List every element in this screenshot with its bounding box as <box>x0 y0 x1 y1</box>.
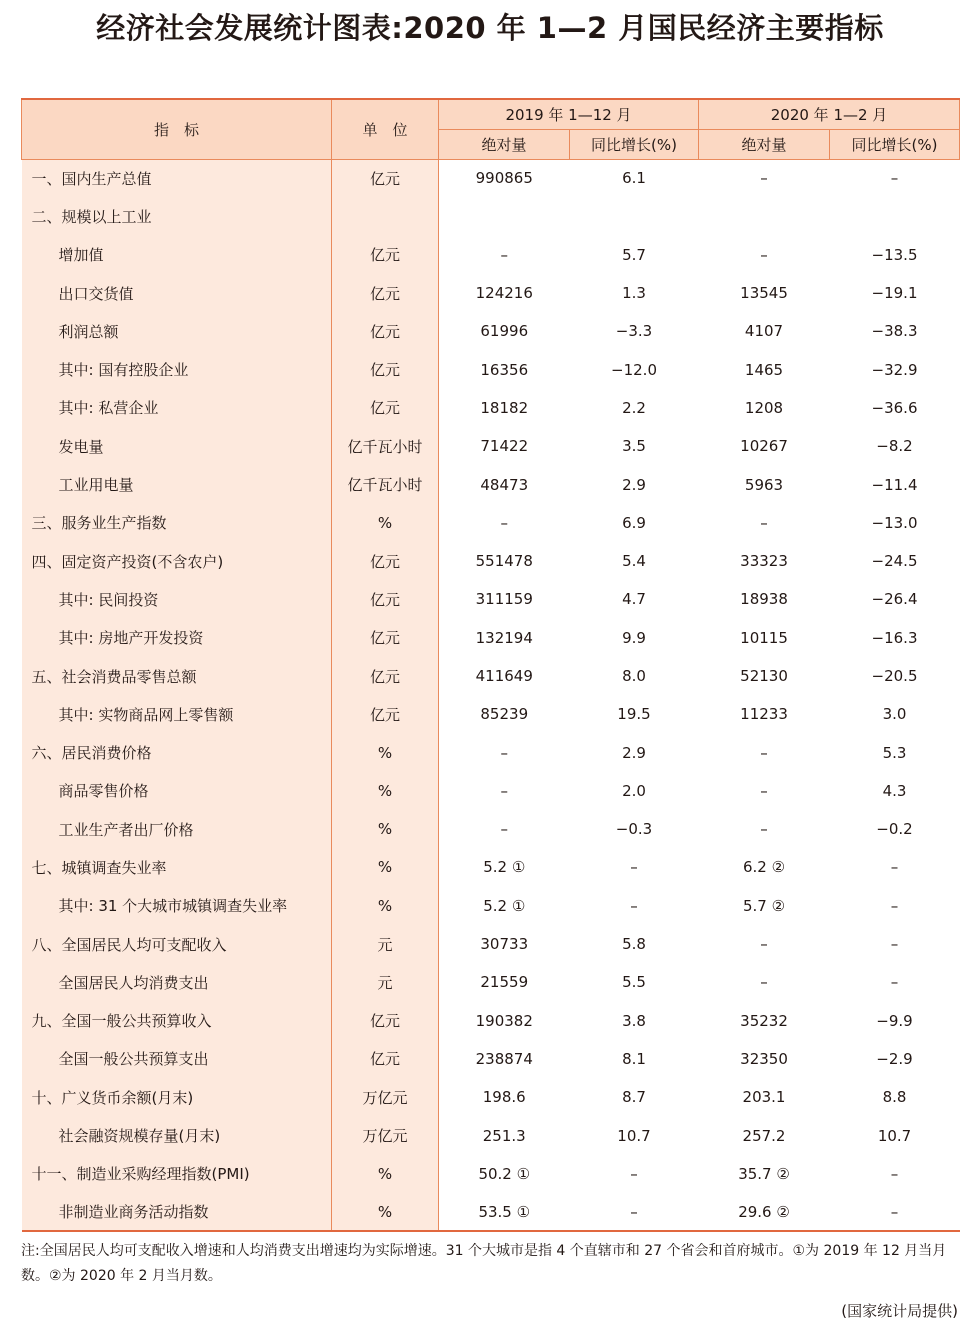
growth-2020-cell: −13.5 <box>871 245 918 264</box>
table-row <box>22 733 960 771</box>
unit-cell <box>332 197 439 235</box>
absolute-header-2019: 绝对量 <box>439 129 570 159</box>
unit-cell: 亿元 <box>332 312 439 350</box>
period-2020-header: 2020 年 1—2 月 <box>699 99 960 129</box>
growth-2020-cell: 10.7 <box>877 1126 912 1145</box>
growth-2020-cell: −9.9 <box>876 1011 913 1030</box>
absolute-2019-cell: 18182 <box>480 398 529 417</box>
absolute-2019-cell: 5.2 ① <box>483 858 526 877</box>
table-row <box>22 772 960 810</box>
absolute-2019-cell: 61996 <box>480 322 529 341</box>
unit-cell: 亿元 <box>332 619 439 657</box>
absolute-2019-cell: 21559 <box>480 973 529 992</box>
absolute-2020-cell: – <box>760 973 768 992</box>
indicator-cell: 十一、制造业采购经理指数(PMI) <box>22 1155 332 1193</box>
growth-2019-cell: – <box>570 1193 699 1231</box>
indicator-cell: 非制造业商务活动指数 <box>22 1193 332 1231</box>
growth-2020-cell: −38.3 <box>871 322 918 341</box>
absolute-2019-cell: – <box>500 743 508 762</box>
unit-cell: % <box>332 1193 439 1231</box>
growth-2019-cell: 3.8 <box>622 1011 646 1030</box>
absolute-2019-cell: 48473 <box>480 475 529 494</box>
absolute-2020-cell: 32350 <box>740 1049 788 1068</box>
absolute-2019-cell: – <box>500 781 508 800</box>
indicator-cell: 社会融资规模存量(月末) <box>22 1116 332 1154</box>
unit-cell: 亿元 <box>332 657 439 695</box>
growth-2019-cell: 5.8 <box>622 935 646 954</box>
indicator-cell: 三、服务业生产指数 <box>22 504 332 542</box>
absolute-2019-cell: – <box>500 513 508 532</box>
absolute-2020-cell: 11233 <box>740 705 788 724</box>
growth-2019-cell: 2.0 <box>622 781 646 800</box>
growth-2019-cell: 5.5 <box>622 973 646 992</box>
growth-2020-cell: – <box>890 973 899 992</box>
indicator-cell: 其中: 私营企业 <box>22 389 332 427</box>
absolute-2020-cell: – <box>760 743 768 762</box>
absolute-2020-cell: 52130 <box>740 667 788 685</box>
indicator-cell: 八、全国居民人均可支配收入 <box>22 925 332 963</box>
table-row <box>22 848 960 886</box>
indicator-cell: 一、国内生产总值 <box>22 159 332 197</box>
absolute-2019-cell: 198.6 <box>482 1088 526 1107</box>
table-row <box>22 236 960 274</box>
table-row <box>22 657 960 695</box>
unit-cell: 亿元 <box>332 389 439 427</box>
unit-cell: 万亿元 <box>332 1116 439 1154</box>
growth-2020-cell: −19.1 <box>871 284 918 303</box>
table-row <box>22 389 960 427</box>
growth-2020-cell: 3.0 <box>882 705 907 724</box>
table-row <box>22 1116 960 1154</box>
growth-2019-cell: −12.0 <box>611 360 657 379</box>
growth-2020-cell: – <box>890 935 899 954</box>
absolute-2020-cell: 257.2 <box>742 1126 786 1145</box>
absolute-2020-cell <box>699 197 830 235</box>
unit-cell: % <box>332 887 439 925</box>
growth-2020-cell: 4.3 <box>882 781 907 800</box>
absolute-2019-cell: 238874 <box>475 1049 533 1068</box>
unit-cell: % <box>332 848 439 886</box>
absolute-header-2020: 绝对量 <box>699 129 830 159</box>
absolute-2019-cell: – <box>500 820 508 839</box>
absolute-2020-cell: 33323 <box>740 552 788 571</box>
table-row <box>22 1040 960 1078</box>
indicator-cell: 六、居民消费价格 <box>22 733 332 771</box>
growth-2019-cell: −0.3 <box>615 820 653 839</box>
growth-2020-cell: 8.8 <box>882 1088 907 1107</box>
growth-2020-cell: 5.3 <box>882 743 907 762</box>
growth-2020-cell <box>830 197 960 235</box>
unit-cell: 亿元 <box>332 695 439 733</box>
table-row <box>22 580 960 618</box>
absolute-2020-cell: 1208 <box>744 398 784 417</box>
absolute-2019-cell <box>439 197 570 235</box>
absolute-2019-cell: – <box>500 245 508 264</box>
indicator-cell: 其中: 国有控股企业 <box>22 350 332 388</box>
absolute-2019-cell: 30733 <box>480 935 529 954</box>
unit-cell: % <box>332 1155 439 1193</box>
unit-cell: 亿元 <box>332 159 439 197</box>
growth-2019-cell: 6.1 <box>622 169 646 188</box>
absolute-2020-cell: 203.1 <box>742 1088 786 1107</box>
indicator-cell: 其中: 房地产开发投资 <box>22 619 332 657</box>
indicator-cell: 全国居民人均消费支出 <box>22 963 332 1001</box>
unit-cell: % <box>332 810 439 848</box>
absolute-2019-cell: 53.5 ① <box>439 1193 570 1231</box>
absolute-2020-cell: 1465 <box>744 360 784 379</box>
indicator-cell: 增加值 <box>22 236 332 274</box>
growth-2019-cell <box>570 197 699 235</box>
growth-2020-cell: −2.9 <box>876 1049 913 1068</box>
indicator-cell: 全国一般公共预算支出 <box>22 1040 332 1078</box>
unit-cell: 亿元 <box>332 542 439 580</box>
absolute-2020-cell: – <box>760 781 768 800</box>
table-row <box>22 312 960 350</box>
growth-2019-cell: 5.7 <box>622 245 646 264</box>
growth-2019-cell: 1.3 <box>622 284 646 303</box>
table-row <box>22 887 960 925</box>
absolute-2019-cell: 71422 <box>480 437 529 456</box>
absolute-2020-cell: – <box>760 820 768 839</box>
table-row <box>22 810 960 848</box>
growth-2020-cell: −11.4 <box>871 475 918 494</box>
absolute-2020-cell: 5963 <box>744 475 784 494</box>
table-row <box>22 274 960 312</box>
growth-2019-cell: 9.9 <box>622 628 646 647</box>
growth-2019-cell: 6.9 <box>622 513 646 532</box>
growth-2019-cell: – <box>630 896 638 915</box>
growth-2020-cell: −36.6 <box>871 398 918 417</box>
table-row <box>22 1078 960 1116</box>
unit-header: 单 位 <box>332 99 439 159</box>
absolute-2020-cell: 35232 <box>740 1011 788 1030</box>
growth-2019-cell: 2.9 <box>622 743 646 762</box>
indicator-cell: 四、固定资产投资(不含农户) <box>22 542 332 580</box>
indicator-cell: 其中: 实物商品网上零售额 <box>22 695 332 733</box>
growth-2020-cell: −13.0 <box>871 513 918 532</box>
growth-2019-cell: −3.3 <box>615 322 653 341</box>
absolute-2019-cell: 411649 <box>475 667 533 685</box>
indicator-cell: 十、广义货币余额(月末) <box>22 1078 332 1116</box>
absolute-2019-cell: 16356 <box>480 360 529 379</box>
indicator-table <box>21 98 960 1232</box>
absolute-2020-cell: – <box>760 935 768 954</box>
table-row <box>22 197 960 235</box>
growth-2020-cell: −26.4 <box>871 590 918 609</box>
absolute-2019-cell: 50.2 ① <box>478 1164 531 1183</box>
table-row <box>22 1155 960 1193</box>
table-row <box>22 504 960 542</box>
absolute-2020-cell: – <box>760 513 768 532</box>
indicator-cell: 发电量 <box>22 427 332 465</box>
indicator-cell: 出口交货值 <box>22 274 332 312</box>
unit-cell: 元 <box>332 963 439 1001</box>
unit-cell: 亿元 <box>332 580 439 618</box>
absolute-2020-cell: 35.7 ② <box>738 1164 790 1183</box>
table-row <box>22 465 960 503</box>
table-row <box>22 963 960 1001</box>
growth-2020-cell: −32.9 <box>871 360 918 379</box>
unit-cell: 元 <box>332 925 439 963</box>
growth-2020-cell: −0.2 <box>876 820 913 839</box>
table-row <box>22 695 960 733</box>
absolute-2019-cell: 251.3 <box>482 1126 526 1145</box>
indicator-cell: 工业生产者出厂价格 <box>22 810 332 848</box>
indicator-cell: 商品零售价格 <box>22 772 332 810</box>
table-row <box>22 427 960 465</box>
indicator-header: 指 标 <box>22 99 332 159</box>
indicator-cell: 工业用电量 <box>22 465 332 503</box>
growth-2019-cell: 5.4 <box>622 552 646 571</box>
unit-cell: 亿元 <box>332 1040 439 1078</box>
table-body <box>22 159 960 1231</box>
absolute-2020-cell: 10267 <box>740 437 788 456</box>
absolute-2020-cell: 6.2 ② <box>742 858 786 877</box>
indicator-cell: 九、全国一般公共预算收入 <box>22 1002 332 1040</box>
growth-2019-cell: – <box>630 858 638 877</box>
growth-2020-cell: – <box>890 858 899 877</box>
absolute-2020-cell: – <box>760 169 768 188</box>
growth-2019-cell: 19.5 <box>617 705 651 724</box>
page-title: 经济社会发展统计图表:2020 年 1—2 月国民经济主要指标 <box>96 11 884 45</box>
growth-header-2020: 同比增长(%) <box>830 129 960 159</box>
unit-cell: 亿元 <box>332 274 439 312</box>
indicator-cell: 其中: 31 个大城市城镇调查失业率 <box>22 887 332 925</box>
growth-2019-cell: 2.9 <box>622 475 646 494</box>
source-credit: (国家统计局提供) <box>841 1302 958 1320</box>
growth-2019-cell: 10.7 <box>617 1126 651 1145</box>
unit-cell: 亿元 <box>332 1002 439 1040</box>
absolute-2020-cell: 29.6 ② <box>699 1193 830 1231</box>
table-row <box>22 925 960 963</box>
indicator-cell: 利润总额 <box>22 312 332 350</box>
growth-2019-cell: 4.7 <box>622 590 646 609</box>
unit-cell: % <box>332 733 439 771</box>
growth-header-2019: 同比增长(%) <box>570 129 699 159</box>
indicator-cell: 其中: 民间投资 <box>22 580 332 618</box>
table-row <box>22 1002 960 1040</box>
growth-2019-cell: 8.7 <box>622 1088 646 1107</box>
absolute-2020-cell: 13545 <box>740 284 788 303</box>
growth-2020-cell: – <box>830 1193 960 1231</box>
absolute-2020-cell: 10115 <box>740 628 788 647</box>
growth-2019-cell: 8.0 <box>622 667 646 685</box>
period-2019-header: 2019 年 1—12 月 <box>439 99 699 129</box>
table-row <box>22 159 960 197</box>
unit-cell: 亿元 <box>332 350 439 388</box>
table-row <box>22 350 960 388</box>
unit-cell: % <box>332 772 439 810</box>
table-row <box>22 619 960 657</box>
unit-cell: 亿千瓦小时 <box>332 465 439 503</box>
absolute-2020-cell: 4107 <box>744 322 784 341</box>
growth-2020-cell: −8.2 <box>876 437 913 456</box>
absolute-2020-cell: 18938 <box>740 590 788 609</box>
unit-cell: % <box>332 504 439 542</box>
absolute-2019-cell: 311159 <box>475 590 533 609</box>
indicator-cell: 五、社会消费品零售总额 <box>22 657 332 695</box>
unit-cell: 亿千瓦小时 <box>332 427 439 465</box>
absolute-2020-cell: 5.7 ② <box>742 896 786 915</box>
footnote: 注:全国居民人均可支配收入增速和人均消费支出增速均为实际增速。31 个大城市是指 4 个直辖市和 27 个省会和首府城市。①为 2019 年 12 月当月数。②为 2020 年 2 月当月数。 <box>21 1243 947 1284</box>
absolute-2019-cell: 190382 <box>475 1011 533 1030</box>
growth-2020-cell: −20.5 <box>871 667 918 685</box>
absolute-2019-cell: 5.2 ① <box>483 896 526 915</box>
growth-2020-cell: −16.3 <box>871 628 918 647</box>
absolute-2020-cell: – <box>760 245 768 264</box>
growth-2019-cell: 2.2 <box>622 398 646 417</box>
absolute-2019-cell: 124216 <box>475 284 533 303</box>
unit-cell: 亿元 <box>332 236 439 274</box>
indicator-cell: 二、规模以上工业 <box>22 197 332 235</box>
absolute-2019-cell: 132194 <box>475 628 533 647</box>
absolute-2019-cell: 85239 <box>480 705 529 724</box>
absolute-2019-cell: 551478 <box>475 552 533 571</box>
growth-2019-cell: 3.5 <box>622 437 646 456</box>
growth-2020-cell: – <box>890 169 899 188</box>
unit-cell: 万亿元 <box>332 1078 439 1116</box>
table-row <box>22 542 960 580</box>
table-row <box>22 1193 960 1231</box>
growth-2019-cell: – <box>630 1164 638 1183</box>
absolute-2019-cell: 990865 <box>475 169 533 188</box>
growth-2019-cell: 8.1 <box>622 1049 646 1068</box>
growth-2020-cell: −24.5 <box>871 552 918 571</box>
indicator-cell: 七、城镇调查失业率 <box>22 848 332 886</box>
growth-2020-cell: – <box>890 896 899 915</box>
growth-2020-cell: – <box>890 1164 899 1183</box>
